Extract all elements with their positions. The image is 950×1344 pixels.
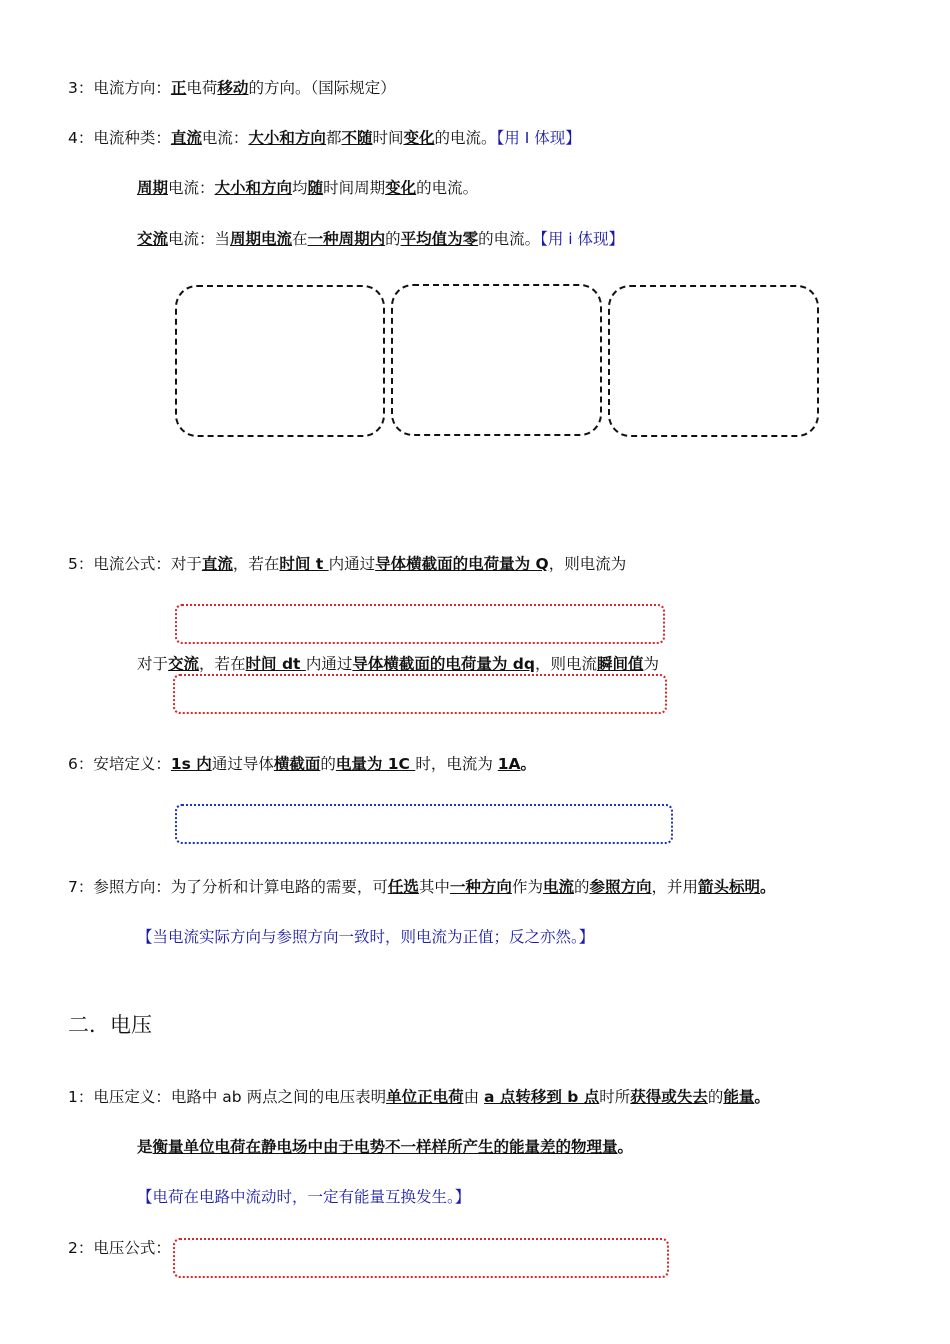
line-7-note: 【当电流实际方向与参照方向一致时，则电流为正值；反之亦然。】 [137, 928, 595, 946]
text: 作为 [511, 878, 543, 896]
dashed-box-3 [608, 285, 819, 437]
text: 的 [573, 878, 590, 896]
text: 时间 [372, 129, 404, 147]
key-term: 交流 [168, 655, 200, 673]
key-term: 箭头标明 [698, 878, 761, 896]
key-term: 时间 t [279, 555, 329, 573]
key-term: 变化 [385, 179, 417, 197]
text: 的方向。（国际规定） [248, 79, 396, 97]
text: 。 [754, 1088, 770, 1106]
formula-box-dc [175, 604, 665, 644]
key-term: 随 [307, 179, 324, 197]
key-term: 直流 [170, 129, 202, 147]
item-number: 1： [68, 1088, 94, 1106]
dashed-box-2 [391, 284, 602, 436]
text: 通过导体 [211, 755, 274, 773]
text: 为 [643, 655, 660, 673]
key-term: 交流 [137, 230, 169, 248]
line-v1b-voltage-meaning [137, 1136, 633, 1158]
text: 电流： [201, 129, 249, 147]
line-v1-voltage-definition [68, 1086, 770, 1108]
key-term: 能量 [723, 1088, 755, 1106]
text: 的 [707, 1088, 724, 1106]
line-v2-voltage-formula [68, 1237, 171, 1259]
text: 的电流。 [416, 179, 479, 197]
text: 参照方向：为了分析和计算电路的需要，可 [93, 878, 388, 896]
key-term: 平均值为零 [400, 230, 479, 248]
text: 电流：当 [168, 230, 231, 248]
key-term: 1A [497, 755, 521, 773]
formula-box-ac [173, 674, 667, 714]
key-term: 参照方向 [589, 878, 652, 896]
key-term: 导体横截面的电荷量为 Q [375, 555, 549, 573]
key-term: 大小和方向 [214, 179, 293, 197]
text: 的电流。 [478, 230, 541, 248]
key-term: 任选 [387, 878, 419, 896]
key-term: 一种周期内 [307, 230, 386, 248]
key-term: 单位正电荷 [386, 1088, 464, 1106]
key-term: 1s 内 [170, 755, 212, 773]
text: ，并用 [651, 878, 699, 896]
text: 都 [325, 129, 342, 147]
dashed-box-1 [175, 285, 385, 437]
text: 内通过 [305, 655, 353, 673]
key-term: 获得或失去 [630, 1088, 708, 1106]
text: 是 [137, 1138, 153, 1156]
item-number: 5： [68, 555, 94, 573]
item-number: 6： [68, 755, 94, 773]
text: 的电流。 [434, 129, 497, 147]
key-term: 一种方向 [449, 878, 512, 896]
text: ，若在 [232, 555, 280, 573]
text: 由 [463, 1088, 485, 1106]
key-term: 周期电流 [230, 230, 293, 248]
key-term: a 点转移到 b 点 [484, 1088, 600, 1106]
item-number: 7： [68, 878, 94, 896]
text: 其中 [418, 878, 450, 896]
key-term: 时间 dt [245, 655, 306, 673]
key-term: 瞬间值 [596, 655, 644, 673]
text: 电荷 [186, 79, 218, 97]
section-heading-voltage: 二．电压 [68, 1013, 152, 1037]
text: 电流种类： [93, 129, 171, 147]
key-term: 不随 [341, 129, 373, 147]
line-periodic-current [137, 177, 478, 199]
text: 电流公式：对于 [93, 555, 202, 573]
text: 时，电流为 [415, 755, 498, 773]
text: ，若在 [199, 655, 246, 673]
key-term: 周期 [137, 179, 169, 197]
blue-note: 【用 I 体现】 [496, 129, 581, 147]
text: 均 [292, 179, 308, 197]
blue-note: 【用 i 体现】 [540, 230, 625, 248]
key-term: 横截面 [273, 755, 321, 773]
key-term: 变化 [403, 129, 435, 147]
line-3-current-direction [68, 77, 396, 99]
line-6-ampere-definition [68, 753, 536, 775]
key-term: 电量为 1C [335, 755, 416, 773]
text: 的 [385, 230, 401, 248]
line-v1-note: 【电荷在电路中流动时，一定有能量互换发生。】 [137, 1188, 471, 1206]
text: 。 [617, 1138, 634, 1156]
text: 电流： [168, 179, 215, 197]
text: 电压定义：电路中 ab 两点之间的电压表明 [93, 1088, 387, 1106]
text: 电流方向： [93, 79, 171, 97]
key-term: 衡量单位电荷在静电场中由于电势不一样样所产生的能量差的物理量 [152, 1138, 618, 1156]
voltage-formula-box [173, 1238, 669, 1278]
text: 内通过 [328, 555, 376, 573]
key-term: 导体横截面的电荷量为 dq [352, 655, 535, 673]
key-term: 电流 [542, 878, 574, 896]
ampere-box [175, 804, 673, 844]
text: 安培定义： [93, 755, 171, 773]
line-5-current-formula [68, 553, 626, 575]
text: 的 [320, 755, 336, 773]
key-term: 直流 [201, 555, 233, 573]
text: 对于 [137, 655, 169, 673]
text: ，则电流 [534, 655, 597, 673]
key-term: 移动 [217, 79, 249, 97]
text: ，则电流为 [548, 555, 627, 573]
line-7-reference-direction [68, 876, 776, 898]
item-number: 3： [68, 79, 94, 97]
item-number: 4： [68, 129, 94, 147]
item-number: 2： [68, 1239, 94, 1257]
text: 。 [760, 878, 776, 896]
key-term: 正 [170, 79, 187, 97]
line-4-current-types [68, 127, 581, 149]
line-5b-ac-formula [137, 653, 659, 675]
text: 时所 [599, 1088, 631, 1106]
text: 在 [292, 230, 308, 248]
line-ac-current [137, 228, 624, 250]
key-term: 大小和方向 [248, 129, 326, 147]
text: 时间周期 [323, 179, 386, 197]
text: 电压公式： [93, 1239, 171, 1257]
text: 。 [520, 755, 537, 773]
